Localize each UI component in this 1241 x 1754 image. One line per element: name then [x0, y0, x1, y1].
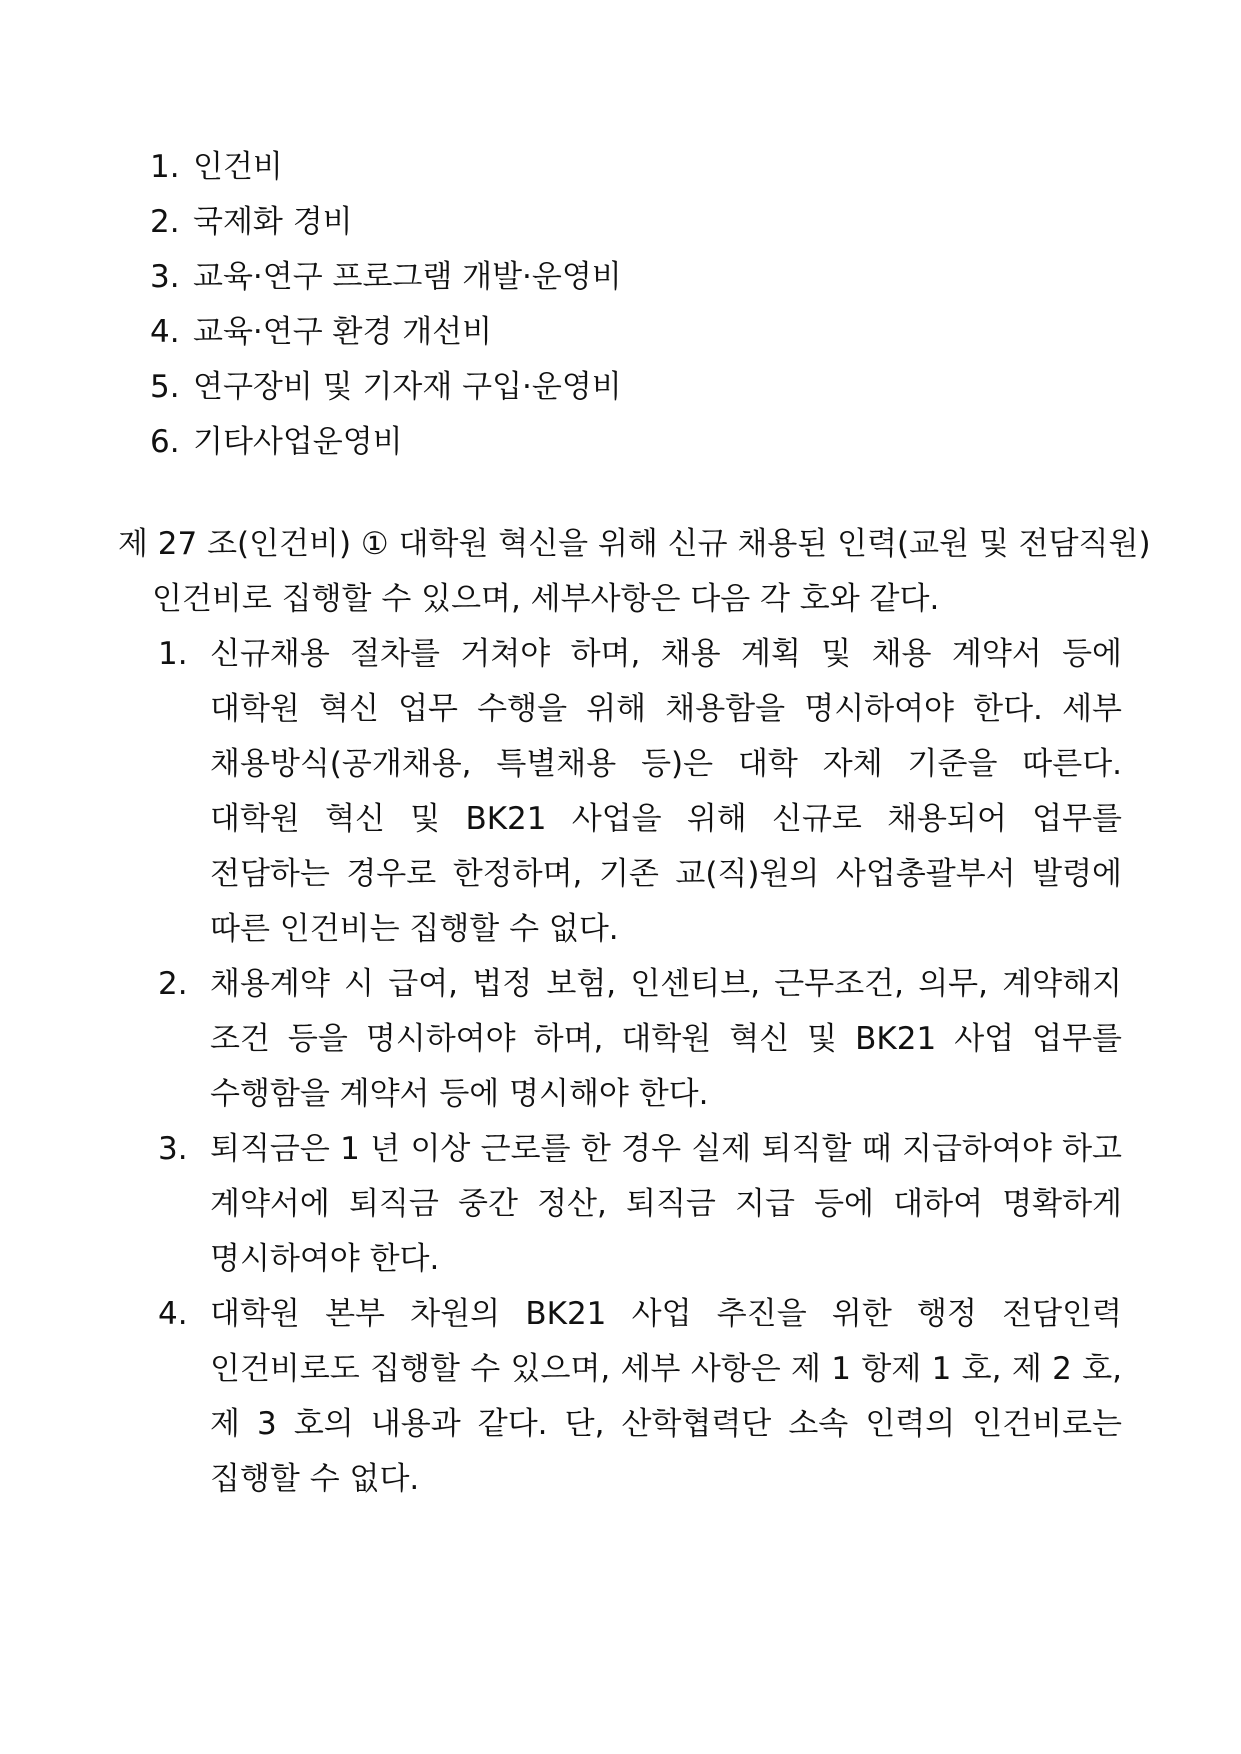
article-item-line: 대학원 본부 차원의 BK21 사업 추진을 위한 행정 전담인력: [210, 1296, 1122, 1332]
article-item-line: 채용방식(공개채용, 특별채용 등)은 대학 자체 기준을 따른다.: [210, 746, 1122, 782]
list-item-text: 인건비: [193, 149, 283, 185]
article-item-line: 신규채용 절차를 거쳐야 하며, 채용 계획 및 채용 계약서 등에: [210, 636, 1122, 672]
article-item-line: 따른 인건비는 집행할 수 없다.: [210, 911, 619, 947]
article-item: [118, 957, 1122, 1122]
article-item-line: 조건 등을 명시하여야 하며, 대학원 혁신 및 BK21 사업 업무를: [210, 1021, 1122, 1057]
article-item-line: 전담하는 경우로 한정하며, 기존 교(직)원의 사업총괄부서 발령에: [210, 856, 1122, 892]
article-item-number: 1.: [158, 636, 188, 672]
article-item-number: 2.: [158, 966, 188, 1002]
article-heading: 제 27 조(인건비) ① 대학원 혁신을 위해 신규 채용된 인력(교원 및 전담직원): [118, 526, 1151, 562]
list-item: [150, 140, 1050, 195]
article-27: [118, 517, 1151, 1507]
article-item-line: 제 3 호의 내용과 같다. 단, 산학협력단 소속 인력의 인건비로는: [210, 1406, 1122, 1442]
list-item-number: 6.: [150, 424, 180, 460]
list-item: [150, 360, 1050, 415]
list-item-text: 기타사업운영비: [193, 424, 403, 460]
article-item: [118, 627, 1122, 957]
list-item-text: 연구장비 및 기자재 구입·운영비: [193, 369, 622, 405]
article-item-line: 채용계약 시 급여, 법정 보험, 인센티브, 근무조건, 의무, 계약해지: [210, 966, 1122, 1002]
list-item: [150, 195, 1050, 250]
list-item: [150, 305, 1050, 360]
article-heading-continuation: 인건비로 집행할 수 있으며, 세부사항은 다음 각 호와 같다.: [152, 581, 940, 617]
article-item-line: 인건비로도 집행할 수 있으며, 세부 사항은 제 1 항제 1 호, 제 2 호,: [210, 1351, 1122, 1387]
article-item-list: [118, 627, 1122, 1507]
article-item-line: 대학원 혁신 및 BK21 사업을 위해 신규로 채용되어 업무를: [210, 801, 1122, 837]
article-item-line: 대학원 혁신 업무 수행을 위해 채용함을 명시하여야 한다. 세부: [210, 691, 1122, 727]
list-item-text: 교육·연구 환경 개선비: [193, 314, 493, 350]
article-item-line: 명시하여야 한다.: [210, 1241, 440, 1277]
article-item-line: 계약서에 퇴직금 중간 정산, 퇴직금 지급 등에 대하여 명확하게: [210, 1186, 1122, 1222]
list-item-text: 교육·연구 프로그램 개발·운영비: [193, 259, 622, 295]
article-item-number: 4.: [158, 1296, 188, 1332]
list-item-text: 국제화 경비: [193, 204, 353, 240]
article-item-line: 집행할 수 없다.: [210, 1461, 420, 1497]
article-item-line: 수행함을 계약서 등에 명시해야 한다.: [210, 1076, 709, 1112]
list-item: [150, 250, 1050, 305]
list-item-number: 4.: [150, 314, 180, 350]
article-item-line: 퇴직금은 1 년 이상 근로를 한 경우 실제 퇴직할 때 지급하여야 하고: [210, 1131, 1122, 1167]
expense-category-list: [150, 140, 1050, 470]
article-item: [118, 1287, 1122, 1507]
list-item-number: 3.: [150, 259, 180, 295]
list-item-number: 1.: [150, 149, 180, 185]
list-item-number: 5.: [150, 369, 180, 405]
list-item: [150, 415, 1050, 470]
article-item: [118, 1122, 1122, 1287]
article-item-number: 3.: [158, 1131, 188, 1167]
list-item-number: 2.: [150, 204, 180, 240]
